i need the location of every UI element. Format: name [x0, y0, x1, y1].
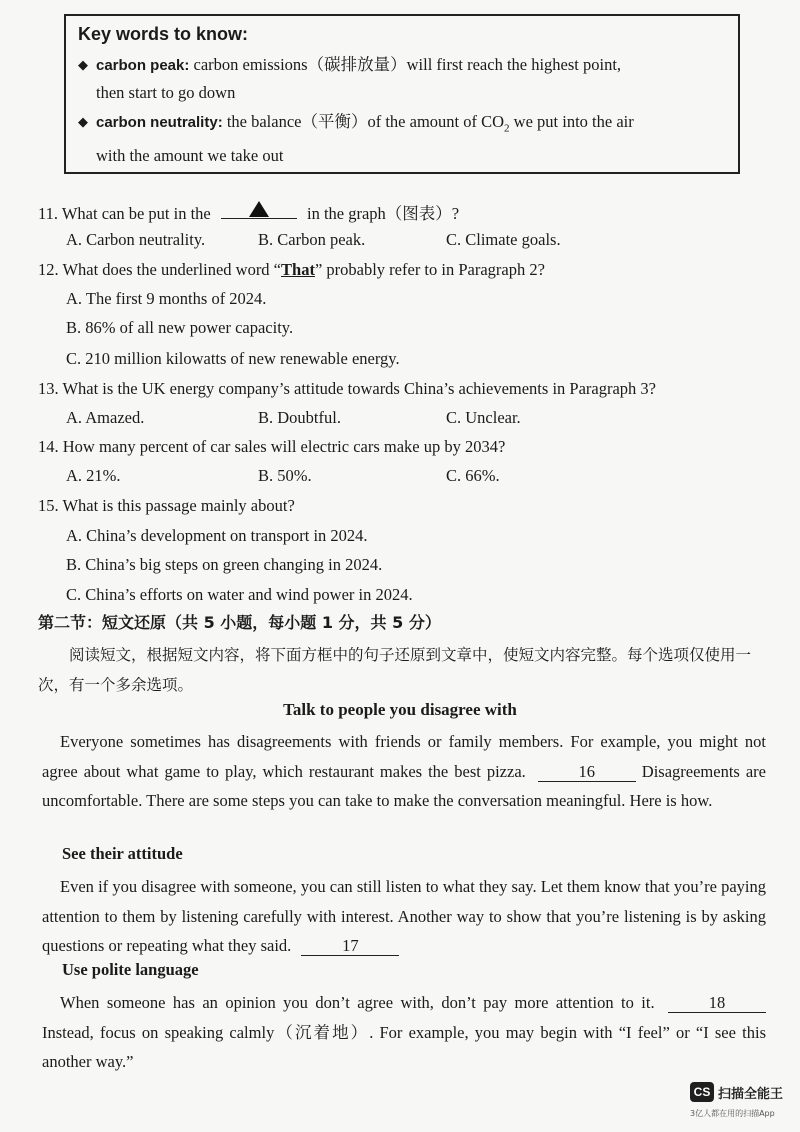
option-a: A. China’s development on transport in 2024.: [66, 526, 368, 545]
diamond-bullet-icon: ◆: [78, 114, 88, 129]
triangle-blank: [221, 202, 297, 219]
question-text-after: in the graph（图表）?: [307, 204, 460, 223]
option-a: A. Amazed.: [66, 408, 145, 427]
answer-blank-16: 16: [538, 763, 636, 782]
option-a: A. 21%.: [66, 466, 121, 485]
option-c: C. Climate goals.: [446, 230, 561, 249]
question-text: How many percent of car sales will electric cars make up by 2034?: [62, 437, 506, 456]
option-c: C. Unclear.: [446, 408, 521, 427]
question-12: [38, 260, 545, 280]
paragraph-text: Even if you disagree with someone, you can still listen to what they say. Let them know that you’re paying attention to them by listening carefully with interest. Another way to show that you’re listening is by asking questions or repeating what they said.: [42, 877, 766, 955]
question-text: What is the UK energy company’s attitude towards China’s achievements in Paragraph 3?: [62, 379, 656, 398]
subheading-use-polite-language: Use polite language: [62, 960, 199, 979]
option-b: B. 50%.: [258, 466, 312, 485]
passage-paragraph-1: [42, 727, 766, 816]
option-b: B. 86% of all new power capacity.: [66, 318, 294, 337]
keyword-item-carbon-peak: [78, 51, 726, 106]
option-a: A. Carbon neutrality.: [66, 230, 206, 249]
section-instructions: 阅读短文，根据短文内容，将下面方框中的句子还原到文章中，使短文内容完整。每个选项仅使用一次，有一个多余选项。: [38, 646, 752, 694]
option-c: C. 66%.: [446, 466, 500, 485]
question-number: 11.: [38, 204, 59, 223]
question-11: [38, 200, 459, 224]
option-b: B. Doubtful.: [258, 408, 341, 427]
keywords-title: Key words to know:: [78, 24, 249, 44]
keyword-term: carbon neutrality:: [96, 114, 223, 131]
answer-blank-17: 17: [301, 937, 399, 956]
diamond-bullet-icon: ◆: [78, 57, 88, 72]
option-b: B. China’s big steps on green changing in 2024.: [66, 555, 383, 574]
keyword-term: carbon peak:: [96, 57, 190, 74]
watermark-tagline: 3亿人都在用的扫描App: [690, 1109, 775, 1118]
question-text: What is this passage mainly about?: [62, 496, 295, 515]
subscript: 2: [504, 122, 510, 135]
watermark-app-name: 扫描全能王: [718, 1087, 784, 1102]
paragraph-text-cont: Instead, focus on speaking calmly（沉着地）. For example, you may begin with “I feel” or “I see this another way.”: [42, 1022, 766, 1071]
passage-title: Talk to people you disagree with: [283, 700, 517, 719]
option-c: C. China’s efforts on water and wind power in 2024.: [66, 585, 413, 604]
triangle-icon: [249, 201, 269, 217]
question-number: 13.: [38, 379, 59, 398]
question-number: 12.: [38, 260, 59, 279]
keyword-definition-cont: with the amount we take out: [96, 146, 284, 166]
question-15: [38, 496, 295, 516]
question-number: 15.: [38, 496, 59, 515]
keyword-item-carbon-neutrality: [78, 108, 726, 169]
paragraph-text: When someone has an opinion you don’t agree with, don’t pay more attention to it.: [60, 993, 655, 1012]
question-text-after: ” probably refer to in Paragraph 2?: [314, 260, 545, 279]
section-heading: 第二节：短文还原（共 5 小题，每小题 1 分，共 5 分）: [38, 613, 441, 632]
answer-blank-18: 18: [668, 994, 766, 1013]
keywords-box: [64, 14, 740, 174]
underlined-word: That: [281, 260, 315, 279]
question-number: 14.: [38, 437, 59, 456]
option-a: A. The first 9 months of 2024.: [66, 289, 267, 308]
passage-paragraph-3: [42, 988, 766, 1077]
question-13: [38, 379, 656, 399]
question-text: What does the underlined word “: [62, 260, 282, 279]
question-14: [38, 437, 505, 457]
keyword-definition: the balance（平衡）of the amount of CO: [226, 112, 505, 131]
option-c: C. 210 million kilowatts of new renewable energy.: [66, 349, 400, 368]
keyword-definition: carbon emissions（碳排放量）will first reach the highest point,: [193, 55, 622, 74]
paragraph-text: Everyone sometimes has disagreements with friends or family members. For example, you might not agree about what game to play, which restaurant makes the best pizza.: [42, 732, 766, 781]
keyword-definition-b: we put into the air: [509, 112, 634, 131]
question-text: What can be put in the: [61, 204, 211, 223]
keyword-definition-cont: then start to go down: [96, 83, 236, 102]
camscanner-logo-icon: CS: [690, 1082, 714, 1102]
option-b: B. Carbon peak.: [258, 230, 366, 249]
paragraph-text-cont: Disagreements are uncomfortable. There are some steps you can take to make the conversation meaningful. Here is how.: [42, 761, 766, 810]
subheading-see-their-attitude: See their attitude: [62, 844, 183, 863]
passage-paragraph-2: [42, 872, 766, 961]
